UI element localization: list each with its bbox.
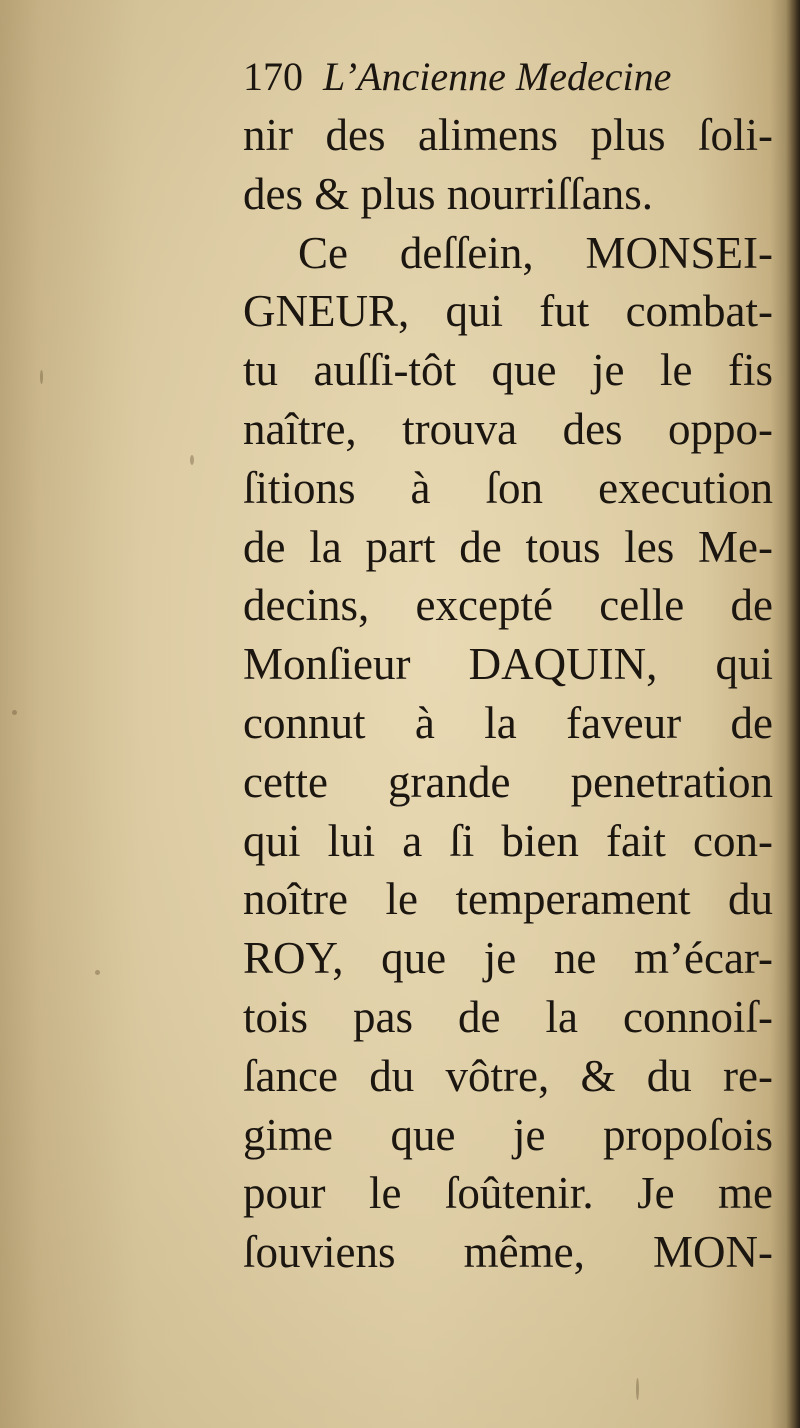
text-line: qui lui a ſi bien fait con-: [243, 815, 773, 866]
page-header: [243, 48, 773, 106]
text-line: nir des alimens plus ſoli-: [243, 110, 773, 160]
running-title: L’Ancienne Medecine: [323, 54, 672, 99]
paper-speck: [636, 1378, 639, 1400]
text-line: ſouviens même, MON-: [243, 1227, 773, 1278]
text-line: gime que je propoſois: [243, 1109, 773, 1160]
text-line: ſitions à ſon execution: [243, 462, 773, 513]
text-line: ROY, que je ne m’écar-: [243, 933, 773, 984]
paper-speck: [190, 455, 194, 465]
text-line: cette grande penetration: [243, 756, 773, 807]
text-line: Monſieur DAQUIN, qui: [243, 639, 773, 690]
spine-shadow: [786, 0, 800, 1428]
text-line: de la part de tous les Me-: [243, 521, 773, 572]
text-line: Ce deſſein, MONSEI-: [298, 227, 773, 278]
text-line: noître le temperament du: [243, 874, 773, 925]
page-text: [243, 48, 773, 1282]
text-line: des & plus nourriſſans.: [243, 168, 653, 219]
paper-speck: [12, 710, 17, 715]
text-line: ſance du vôtre, & du re-: [243, 1050, 773, 1101]
paper-speck: [95, 970, 100, 975]
text-line: connut à la faveur de: [243, 697, 773, 748]
text-line: naître, trouva des oppo-: [243, 403, 773, 454]
text-line: pour le ſoûtenir. Je me: [243, 1168, 773, 1219]
text-line: GNEUR, qui fut combat-: [243, 286, 773, 337]
text-line: tu auſſi-tôt que je le fis: [243, 345, 773, 396]
paper-speck: [40, 370, 43, 384]
text-line: tois pas de la connoiſ-: [243, 991, 773, 1042]
text-line: decins, excepté celle de: [243, 580, 773, 631]
page-number: 170: [243, 54, 303, 99]
